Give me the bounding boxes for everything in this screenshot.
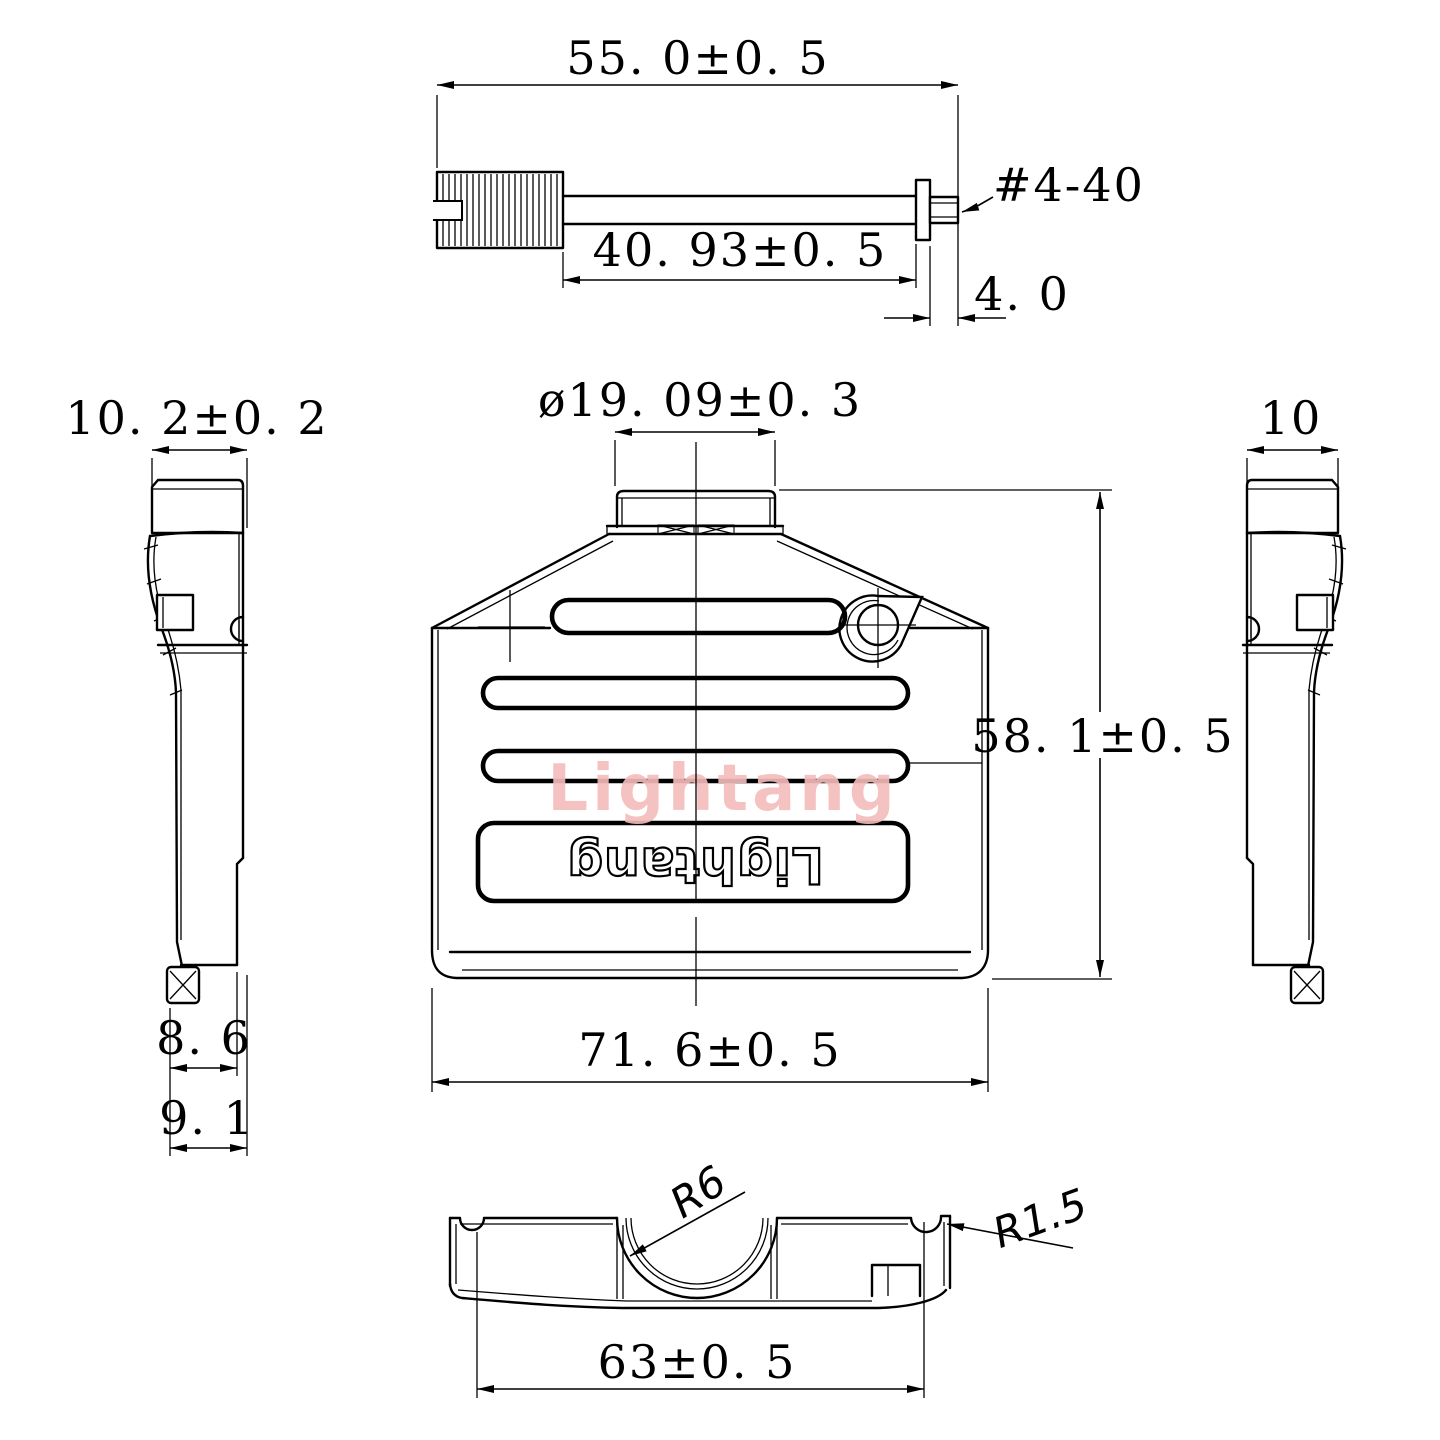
bottom-tab: [872, 1265, 920, 1296]
dim-foot-width-label: 8. 6: [156, 1011, 252, 1065]
cable-collar: [607, 491, 783, 534]
thumbscrew-tip: [930, 197, 958, 223]
left-side-view: [65, 391, 328, 1156]
dim-bottom-width-label: 63±0. 5: [597, 1335, 797, 1389]
dim-depth-right-label: 10: [1259, 391, 1323, 445]
right-profile: [1243, 480, 1346, 1003]
dim-notch-radius: [947, 1179, 1094, 1258]
thumbscrew-view: [433, 31, 1145, 326]
watermark-text: Lightang: [547, 752, 899, 826]
thread-spec-label: #4-40: [993, 158, 1145, 212]
dim-overall-length-label: 55. 0±0. 5: [566, 31, 830, 85]
right-side-view: [1243, 391, 1346, 1003]
dim-collar-diameter-label: ø19. 09±0. 3: [537, 373, 863, 427]
dim-depth-left-label: 10. 2±0. 2: [65, 391, 329, 445]
dim-groove-radius-label: R6: [661, 1156, 735, 1228]
vent-slot-1: [552, 600, 845, 633]
dim-body-width: [432, 988, 988, 1092]
front-view: [432, 373, 1235, 1092]
dim-shaft-length-label: 40. 93±0. 5: [592, 223, 888, 277]
bottom-view: [450, 1156, 1094, 1398]
dim-tip-length-label: 4. 0: [974, 267, 1070, 321]
left-profile: [144, 480, 247, 1003]
dim-body-width-label: 71. 6±0. 5: [578, 1023, 842, 1077]
bottom-outline: [450, 1216, 950, 1308]
thumbscrew-flange: [916, 180, 930, 240]
dim-notch-radius-label: R1.5: [986, 1178, 1094, 1258]
thread-spec-leader: [962, 197, 993, 212]
dim-bottom-width: [477, 1222, 924, 1398]
thumbscrew-head: [433, 172, 563, 248]
dim-foot-offset-label: 9. 1: [159, 1091, 255, 1145]
dim-groove-radius: [630, 1156, 745, 1256]
embossed-logo-text: Lightang: [566, 836, 824, 894]
dim-body-height-label: 58. 1±0. 5: [971, 709, 1235, 763]
